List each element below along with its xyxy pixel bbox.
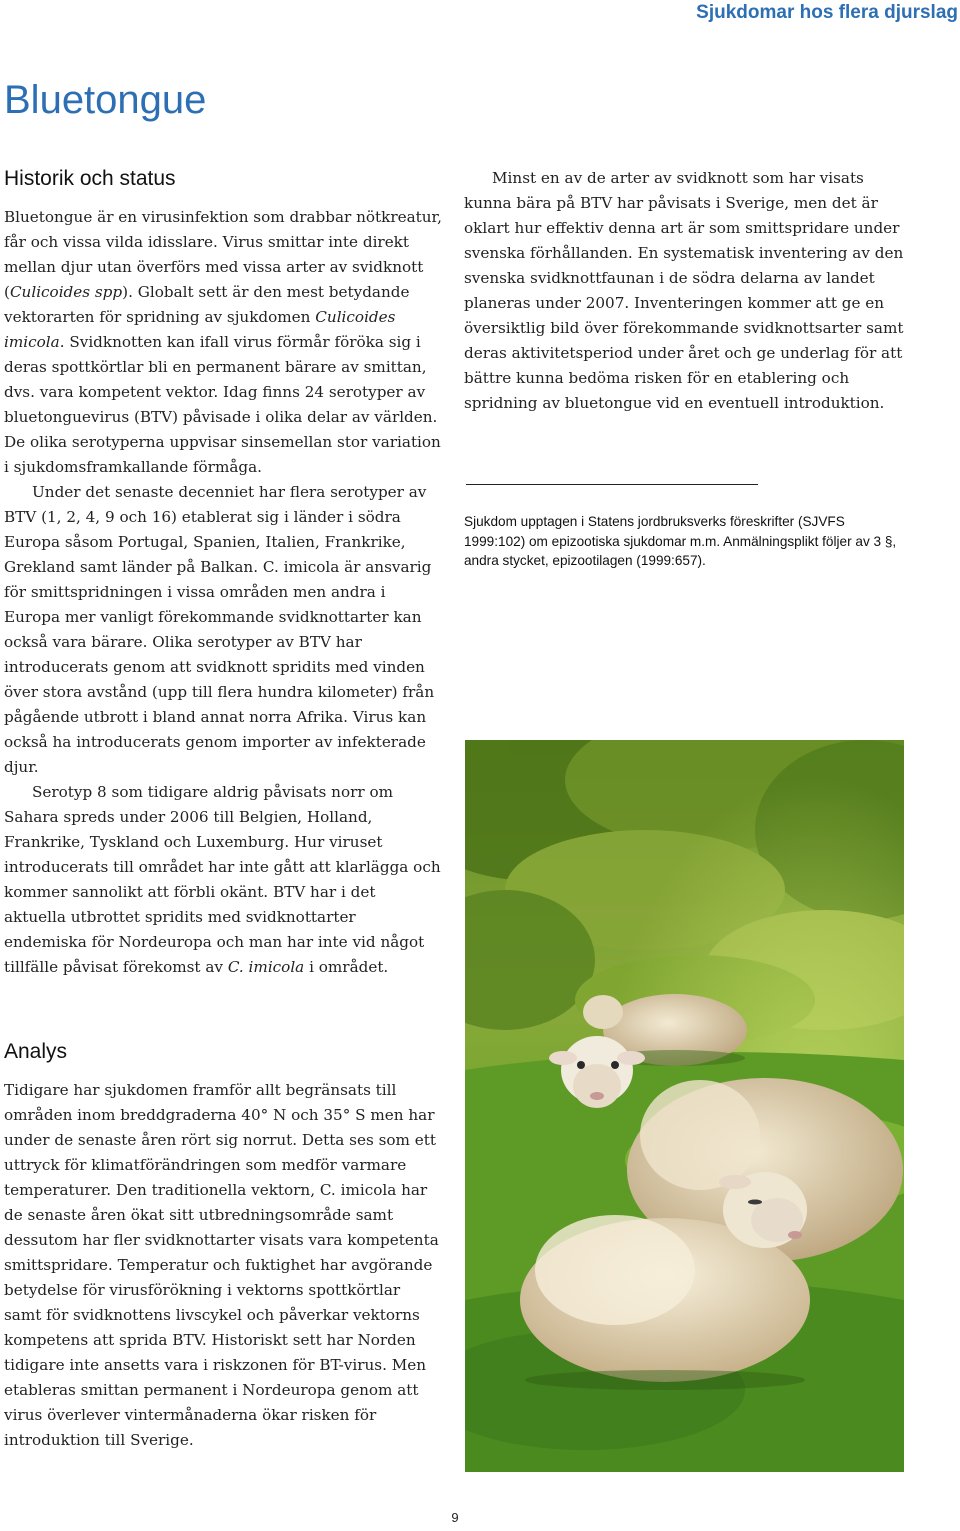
- section-heading-analys: Analys: [4, 1040, 68, 1063]
- sheep-photo: [465, 740, 904, 1472]
- page-number: 9: [451, 1510, 459, 1525]
- body-column-left: [4, 205, 442, 980]
- body-column-right: [464, 166, 904, 416]
- paragraph-historik-2: Under det senaste decenniet har flera serotyper av BTV (1, 2, 4, 9 och 16) etablerat sig i länder i södra Europa såsom Portugal, Spanien, Italien, Frankrike, Grekland samt länder på Balkan. C. imicola är ansvarig för smittspridningen i vissa områden men andra i Europa mer vanligt förekommande svidknottarter kan också vara bärare. Olika serotyper av BTV har introducerats genom att svidknott spridits med vinden över stora avstånd (upp till flera hundra kilometer) från pågående utbrott i bland annat norra Afrika. Virus kan också ha introducerats genom importer av infekterade djur.: [4, 483, 435, 776]
- paragraph-historik-1: Bluetongue är en virusinfektion som drabbar nötkreatur, får och vissa vilda idisslare. Virus smittar inte direkt mellan djur utan överförs med vissa arter av svidknott (Culicoides spp). Globalt sett är den mest betydande vektorarten för spridning av sjukdomen Culicoides imicola. Svidknotten kan ifall virus förmår föröka sig i deras spottkörtlar bli en permanent bärare av smittan, dvs. vara kompetent vektor. Idag finns 24 serotyper av bluetonguevirus (BTV) påvisade i olika delar av världen. De olika serotyperna uppvisar sinsemellan stor variation i sjukdomsframkallande förmåga.: [4, 208, 442, 476]
- paragraph-historik-3: Serotyp 8 som tidigare aldrig påvisats norr om Sahara spreds under 2006 till Belgien, Holland, Frankrike, Tyskland och Luxemburg. Hur viruset introducerats till området har inte gått att klarlägga och kommer sannolikt att förbli okänt. BTV har i det aktuella utbrottet spridits med svidknottarter endemiska för Nordeuropa och man har inte vid något tillfälle påvisat förekomst av C. imicola i området.: [4, 783, 441, 976]
- legal-note: Sjukdom upptagen i Statens jordbruksverks föreskrifter (SJVFS 1999:102) om epizootiska sjukdomar m.m. Anmälningsplikt följer av 3 §, andra stycket, epizootilagen (1999:657).: [464, 514, 897, 568]
- running-head: Sjukdomar hos flera djurslag: [696, 2, 958, 23]
- body-column-left-analys: [4, 1078, 440, 1453]
- paragraph-analys-1: Tidigare har sjukdomen framför allt begränsats till områden inom breddgraderna 40° N och 35° S men har under de senaste åren rört sig norrut. Detta ses som ett uttryck för klimatförändringen som medför varmare temperaturer. Den traditionella vektorn, C. imicola har de senaste åren ökat sitt utbredningsområde samt dessutom har fler svidknottarter visats vara kompetenta smittspridare. Temperatur och fuktighet har avgörande betydelse för virusförökning i vektorns spottkörtlar samt för svidknottens livscykel och påverkar vektorns kompetens att sprida BTV. Historiskt sett har Norden tidigare inte ansetts vara i riskzonen för BT-virus. Men etableras smittan permanent i Nordeuropa genom att virus överlever vintermånaderna ökar risken för introduktion till Sverige.: [4, 1081, 439, 1449]
- section-heading-historik: Historik och status: [4, 167, 176, 190]
- page-title: Bluetongue: [4, 78, 207, 122]
- paragraph-historik-4: Minst en av de arter av svidknott som har visats kunna bära på BTV har påvisats i Sverige, men det är oklart hur effektiv denna art är som smittspridare under svenska förhållanden. En systematisk inventering av den svenska svidknottfaunan i de södra delarna av landet planeras under 2007. Inventeringen kommer att ge en översiktlig bild över förekommande svidknottsarter samt deras aktivitetsperiod under året och ge underlag för att bättre kunna bedöma risken för en etablering och spridning av bluetongue vid en eventuell introduktion.: [464, 169, 904, 412]
- footnote-divider: [466, 484, 758, 485]
